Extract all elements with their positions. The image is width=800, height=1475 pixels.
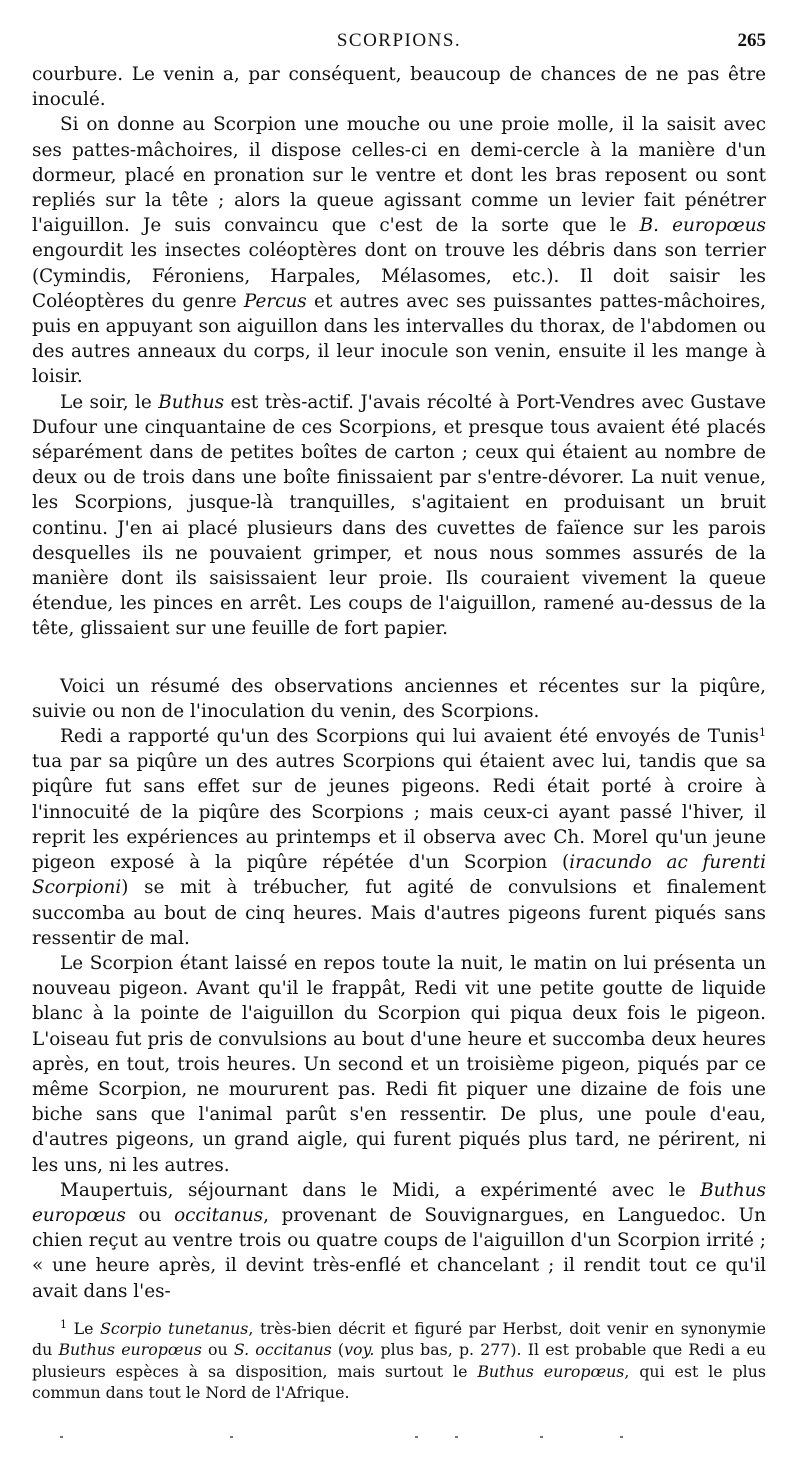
italic-text: Scorpio tunetanus: [100, 1318, 249, 1338]
footnote: [32, 1318, 766, 1404]
book-page: [32, 28, 766, 1404]
italic-text: voy.: [344, 1340, 375, 1360]
text-run: Le soir, le: [60, 391, 159, 413]
italic-text: Buthus: [158, 391, 225, 413]
paragraph: [32, 674, 766, 724]
text-run: tua par sa piqûre un des autres Scorpions qui étaient avec lui, tandis que sa piqûre fut sans effet sur de jeunes pigeons. Redi était porté à croire à l'innocuité de la piqûre des Scorpions ; mais ceux-ci ayant passé l'hiver, il reprit les expériences au printemps et il observa avec Ch. Morel qu'un jeune pigeon exposé à la piqûre répétée d'un Scorpion (: [32, 751, 766, 874]
italic-text: S. occitanus: [233, 1340, 332, 1360]
running-header: [32, 28, 766, 62]
paragraph: [32, 62, 766, 112]
text-run: ) se mit à trébucher, fut agité de convulsions et finalement succomba au bout de cinq heures. Mais d'autres pigeons furent piqués sans ressentir de mal.: [32, 877, 766, 949]
italic-text: Buthus europœus: [58, 1340, 202, 1360]
text-run: Maupertuis, séjournant dans le Midi, a expérimenté avec le: [60, 1179, 701, 1201]
paragraph: [32, 112, 766, 389]
footnote-marker: 1: [759, 726, 766, 740]
text-run: (: [331, 1340, 345, 1360]
paragraph: [32, 390, 766, 642]
paragraph: [32, 724, 766, 951]
italic-text: Buthus europœus: [477, 1361, 625, 1381]
italic-text: iracundo ac furenti Scorpioni: [32, 852, 766, 899]
text-run: Si on donne au Scorpion une mouche ou une proie molle, il la saisit avec ses pattes-mâchoires, il dispose celles-ci en demi-cercle à la manière d'un dormeur, placé en pronation sur le ventre et dont les bras reposent ou sont repliés sur la tête ; alors la queue agissant comme un levier fait pénétrer l'aiguillon. Je suis convaincu que c'est de la sorte que le: [32, 114, 766, 237]
running-title: SCORPIONS.: [336, 30, 462, 51]
text-run: engourdit les insectes coléoptères dont on trouve les débris dans son terrier (Cymindis, Féroniens, Harpales, Mélasomes, etc.). Il doit saisir les Coléoptères du genre: [32, 240, 766, 312]
body-text: [32, 62, 766, 1304]
text-run: Voici un résumé des observations anciennes et récentes sur la piqûre, suivie ou non de l'inoculation du venin, des Scorpions.: [32, 675, 766, 722]
text-run: Le: [67, 1318, 101, 1338]
footnotes: [32, 1318, 766, 1404]
text-run: est très-actif. J'avais récolté à Port-Vendres avec Gustave Dufour une cinquantaine de ces Scorpions, et presque tous avaient été placés séparément dans de petites boîtes de carton ; ceux qui étaient au nombre de deux ou de trois dans une boîte finissaient par s'entre-dévorer. La nuit venue, les Scorpions, jusque-là tranquilles, s'agitaient en produisant un bruit continu. J'en ai placé plusieurs dans des cuvettes de faïence sur les parois desquelles ils ne pouvaient grimper, et nous nous sommes assurés de la manière dont ils saisissaient leur proie. Ils couraient vivement la queue étendue, les pinces en arrêt. Les coups de l'aiguillon, ramené au-dessus de la tête, glissaient sur une feuille de fort papier.: [32, 391, 767, 640]
text-run: ou: [125, 1204, 175, 1226]
italic-text: Buthus europœus: [32, 1179, 766, 1226]
italic-text: B. europœus: [639, 215, 766, 237]
text-run: ou: [201, 1340, 234, 1360]
text-run: , qui est le plus commun dans tout le Nord de l'Afrique.: [32, 1361, 766, 1403]
text-run: et autres avec ses puissantes pattes-mâchoires, puis en appuyant son aiguillon dans les intervalles du thorax, de l'abdomen ou des autres anneaux du corps, il leur inocule son venin, ensuite il les mange à loisir.: [32, 290, 766, 388]
footnote-marker: 1: [60, 1317, 67, 1331]
italic-text: Percus: [243, 290, 307, 312]
text-run: plus bas, p. 277). Il est probable que Redi a eu plusieurs espèces à sa disposition, mais surtout le: [32, 1340, 766, 1381]
text-run: Redi a rapporté qu'un des Scorpions qui lui avaient été envoyés de Tunis: [60, 726, 759, 748]
text-run: courbure. Le venin a, par conséquent, beaucoup de chances de ne pas être inoculé.: [32, 64, 766, 111]
italic-text: occitanus: [174, 1204, 264, 1226]
paragraph: [32, 951, 766, 1178]
print-specks: [60, 1436, 740, 1444]
text-run: , provenant de Souvignargues, en Languedoc. Un chien reçut au ventre trois ou quatre coups de l'aiguillon d'un Scorpion irrité ; « une heure après, il devint très-enflé et chancelant ; il rendit tout ce qu'il avait dans l'es-: [32, 1204, 766, 1302]
paragraph: [32, 1178, 766, 1304]
text-run: , très-bien décrit et figuré par Herbst, doit venir en synonymie du: [32, 1318, 766, 1360]
text-run: Le Scorpion étant laissé en repos toute la nuit, le matin on lui présenta un nouveau pigeon. Avant qu'il le frappât, Redi vit une petite goutte de liquide blanc à la pointe de l'aiguillon du Scorpion qui piqua deux fois le pigeon. L'oiseau fut pris de convulsions au bout d'une heure et succomba deux heures après, en tout, trois heures. Un second et un troisième pigeon, piqués par ce même Scorpion, ne moururent pas. Redi fit piquer une dizaine de fois une biche sans que l'animal parût s'en ressentir. De plus, une poule d'eau, d'autres pigeons, un grand aigle, qui furent piqués plus tard, ne périrent, ni les uns, ni les autres.: [32, 952, 766, 1176]
page-number: 265: [737, 30, 766, 51]
